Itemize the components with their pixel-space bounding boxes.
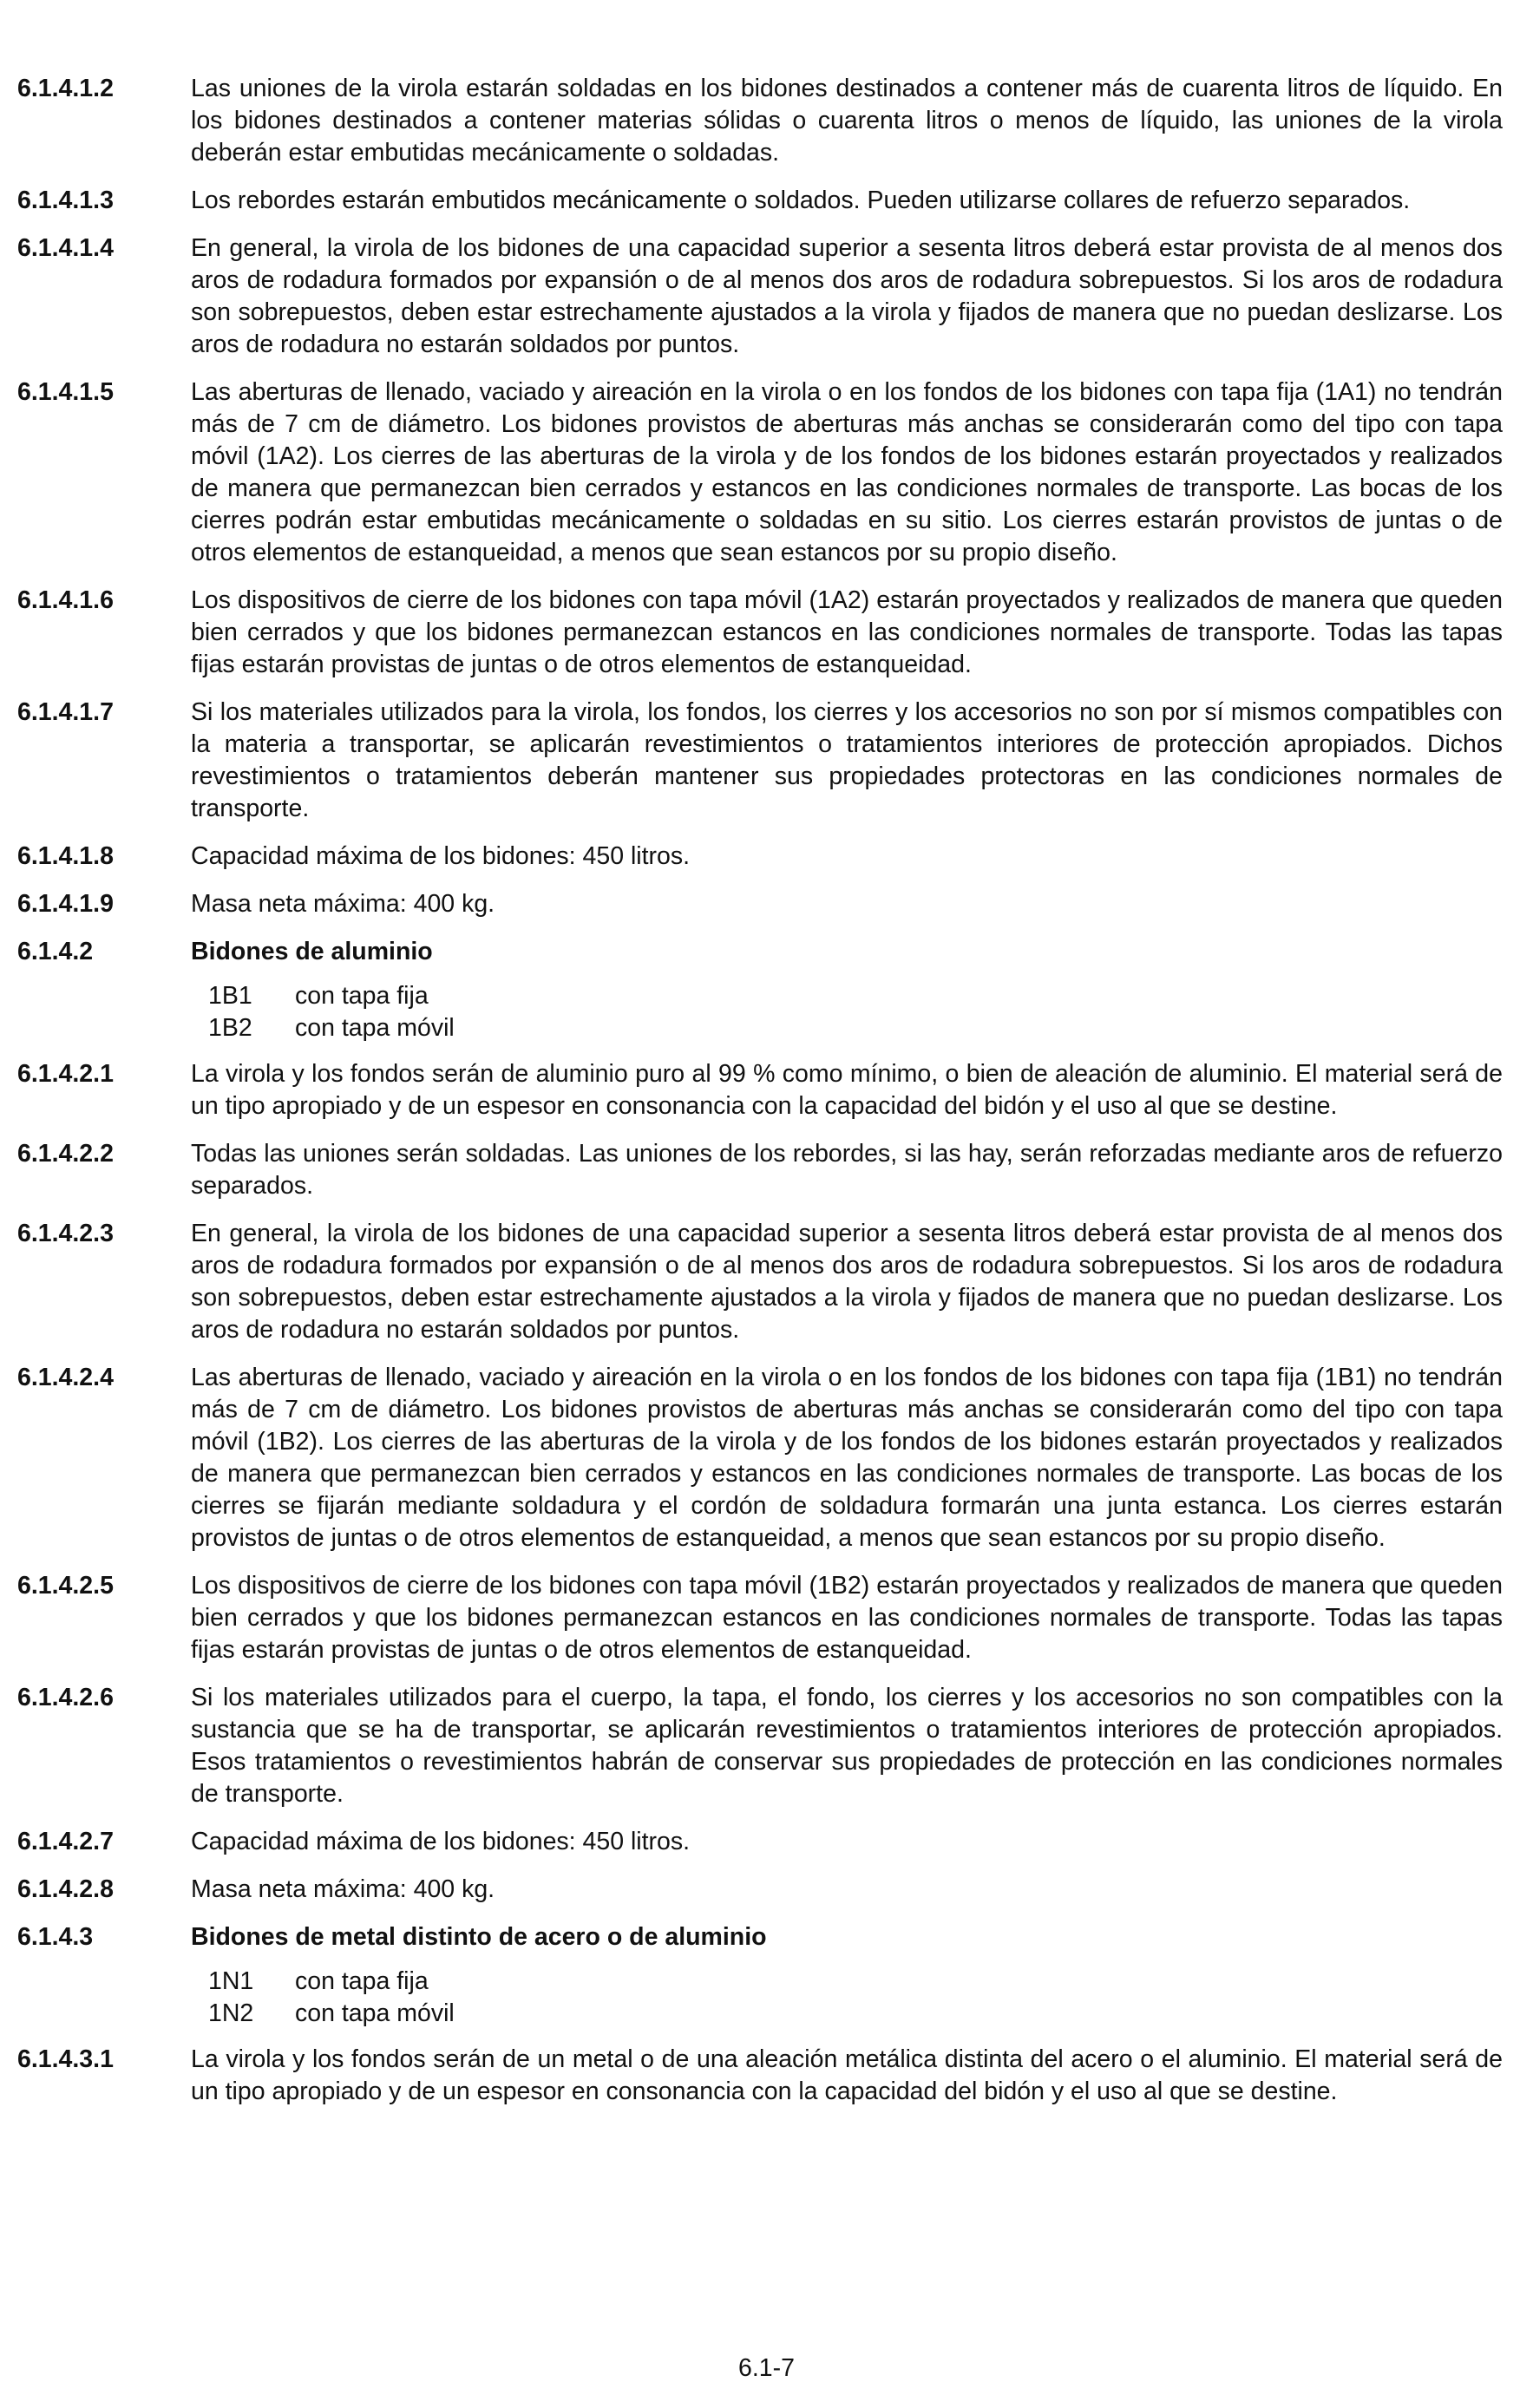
drum-code-description: con tapa fija — [295, 1967, 429, 1995]
drum-code-description: con tapa móvil — [295, 1014, 455, 1042]
paragraph-number: 6.1.4.2.1 — [17, 1060, 114, 1088]
paragraph-number: 6.1.4.2.8 — [17, 1875, 114, 1903]
paragraph-6-1-4-3-1 — [17, 2044, 1503, 2108]
paragraph-number: 6.1.4.1.9 — [17, 890, 114, 918]
section-title: Bidones de aluminio — [191, 938, 433, 965]
paragraph-number: 6.1.4.2.6 — [17, 1684, 114, 1711]
section-heading-6-1-4-2 — [17, 936, 1503, 968]
paragraph-text: Los dispositivos de cierre de los bidones con tapa móvil (1B2) estarán proyectados y realizados de manera que queden bien cerrados y que los bidones permanezcan estancos en las condiciones normales de transporte. Todas las tapas fijas estarán provistas de juntas o de otros elementos de estanqueidad. — [191, 1572, 1503, 1664]
paragraph-6-1-4-2-1 — [17, 1058, 1503, 1122]
paragraph-text: Las uniones de la virola estarán soldadas en los bidones destinados a contener más de cuarenta litros de líquido. En los bidones destinados a contener materias sólidas o cuarenta litros o menos de líquido, las uniones de la virola deberán estar embutidas mecánicamente o soldadas. — [191, 75, 1503, 167]
drum-code: 1N1 — [208, 1967, 254, 1995]
paragraph-text: La virola y los fondos serán de aluminio puro al 99 % como mínimo, o bien de aleación de aluminio. El material será de un tipo apropiado y de un espesor en consonancia con la capacidad del bidón y el uso al que se destine. — [191, 1060, 1503, 1120]
paragraph-6-1-4-2-8 — [17, 1874, 1503, 1906]
paragraph-6-1-4-1-7 — [17, 697, 1503, 825]
paragraph-text: Los dispositivos de cierre de los bidones con tapa móvil (1A2) estarán proyectados y realizados de manera que queden bien cerrados y que los bidones permanezcan estancos en las condiciones normales de transporte. Todas las tapas fijas estarán provistas de juntas o de otros elementos de estanqueidad. — [191, 586, 1503, 678]
paragraph-text: Si los materiales utilizados para la virola, los fondos, los cierres y los accesorios no son por sí mismos compatibles con la materia a transportar, se aplicarán revestimientos o tratamientos interiores de protección apropiados. Dichos revestimientos o tratamientos deberán mantener sus propiedades protectoras en las condiciones normales de transporte. — [191, 698, 1503, 822]
section-number: 6.1.4.2 — [17, 938, 94, 965]
paragraph-6-1-4-1-4 — [17, 232, 1503, 361]
paragraph-number: 6.1.4.1.8 — [17, 842, 114, 870]
paragraph-number: 6.1.4.1.3 — [17, 186, 114, 214]
paragraph-6-1-4-1-5 — [17, 376, 1503, 569]
section-heading-6-1-4-3 — [17, 1921, 1503, 1953]
drum-code: 1N2 — [208, 1999, 254, 2027]
paragraph-text: Masa neta máxima: 400 kg. — [191, 890, 495, 918]
paragraph-number: 6.1.4.2.3 — [17, 1220, 114, 1247]
paragraph-text: Todas las uniones serán soldadas. Las uniones de los rebordes, si las hay, serán reforzadas mediante aros de refuerzo separados. — [191, 1140, 1503, 1200]
paragraph-6-1-4-2-5 — [17, 1570, 1503, 1666]
drum-code-description: con tapa fija — [295, 982, 429, 1010]
paragraph-text: Capacidad máxima de los bidones: 450 litros. — [191, 842, 691, 870]
paragraph-6-1-4-1-3 — [17, 185, 1503, 217]
paragraph-text: La virola y los fondos serán de un metal o de una aleación metálica distinta del acero o el aluminio. El material será de un tipo apropiado y de un espesor en consonancia con la capacidad del bidón y el uso al que se destine. — [191, 2045, 1503, 2105]
code-row — [208, 1998, 1503, 2030]
page-number: 6.1-7 — [738, 2354, 795, 2382]
paragraph-6-1-4-1-2 — [17, 73, 1503, 169]
document-body — [17, 73, 1503, 2108]
paragraph-number: 6.1.4.1.7 — [17, 698, 114, 726]
paragraph-number: 6.1.4.1.5 — [17, 378, 114, 406]
paragraph-6-1-4-2-2 — [17, 1138, 1503, 1202]
drum-code-list-otro-metal — [208, 1966, 1503, 2030]
paragraph-6-1-4-2-6 — [17, 1682, 1503, 1810]
paragraph-text: En general, la virola de los bidones de una capacidad superior a sesenta litros deberá estar provista de al menos dos aros de rodadura formados por expansión o de al menos dos aros de rodadura sobrepuestos. Si los aros de rodadura son sobrepuestos, deben estar estrechamente ajustados a la virola y fijados de manera que no puedan deslizarse. Los aros de rodadura no estarán soldados por puntos. — [191, 234, 1503, 358]
paragraph-6-1-4-2-4 — [17, 1362, 1503, 1554]
paragraph-text: Los rebordes estarán embutidos mecánicamente o soldados. Pueden utilizarse collares de refuerzo separados. — [191, 186, 1411, 214]
paragraph-6-1-4-2-7 — [17, 1826, 1503, 1858]
section-title: Bidones de metal distinto de acero o de aluminio — [191, 1923, 767, 1951]
paragraph-text: Masa neta máxima: 400 kg. — [191, 1875, 495, 1903]
paragraph-text: Las aberturas de llenado, vaciado y aireación en la virola o en los fondos de los bidones con tapa fija (1B1) no tendrán más de 7 cm de diámetro. Los bidones provistos de aberturas más anchas se considerarán como del tipo con tapa móvil (1B2). Los cierres de las aberturas de la virola y de los fondos de los bidones estarán proyectados y realizados de manera que permanezcan bien cerrados y estancos en las condiciones normales de transporte. Las bocas de los cierres se fijarán mediante soldadura y el cordón de soldadura formarán una junta estanca. Los cierres estarán provistos de juntas o de otros elementos de estanqueidad, a menos que sean estancos por su propio diseño. — [191, 1364, 1503, 1552]
paragraph-number: 6.1.4.2.5 — [17, 1572, 114, 1600]
section-number: 6.1.4.3 — [17, 1923, 94, 1951]
paragraph-number: 6.1.4.1.4 — [17, 234, 114, 262]
paragraph-6-1-4-1-8 — [17, 841, 1503, 873]
paragraph-number: 6.1.4.1.6 — [17, 586, 114, 614]
drum-code-list-aluminio — [208, 980, 1503, 1044]
paragraph-number: 6.1.4.1.2 — [17, 75, 114, 102]
paragraph-number: 6.1.4.2.2 — [17, 1140, 114, 1168]
code-row — [208, 1966, 1503, 1998]
drum-code: 1B2 — [208, 1014, 252, 1042]
paragraph-6-1-4-2-3 — [17, 1218, 1503, 1346]
code-row — [208, 980, 1503, 1012]
paragraph-text: Si los materiales utilizados para el cuerpo, la tapa, el fondo, los cierres y los accesorios no son compatibles con la sustancia que se ha de transportar, se aplicarán revestimientos o tratamientos interiores de protección apropiados. Esos tratamientos o revestimientos habrán de conservar sus propiedades de protección en las condiciones normales de transporte. — [191, 1684, 1503, 1808]
paragraph-6-1-4-1-9 — [17, 888, 1503, 920]
paragraph-number: 6.1.4.2.4 — [17, 1364, 114, 1391]
paragraph-number: 6.1.4.3.1 — [17, 2045, 114, 2073]
paragraph-text: En general, la virola de los bidones de una capacidad superior a sesenta litros deberá estar provista de al menos dos aros de rodadura formados por expansión o de al menos dos aros de rodadura sobrepuestos. Si los aros de rodadura son sobrepuestos, deben estar estrechamente ajustados a la virola y fijados de manera que no puedan deslizarse. Los aros de rodadura no estarán soldados por puntos. — [191, 1220, 1503, 1344]
paragraph-number: 6.1.4.2.7 — [17, 1828, 114, 1855]
paragraph-text: Las aberturas de llenado, vaciado y aireación en la virola o en los fondos de los bidones con tapa fija (1A1) no tendrán más de 7 cm de diámetro. Los bidones provistos de aberturas más anchas se considerarán como del tipo con tapa móvil (1A2). Los cierres de las aberturas de la virola y de los fondos de los bidones estarán proyectados y realizados de manera que permanezcan bien cerrados y estancos en las condiciones normales de transporte. Las bocas de los cierres podrán estar embutidas mecánicamente o soldadas en su sitio. Los cierres estarán provistos de juntas o de otros elementos de estanqueidad, a menos que sean estancos por su propio diseño. — [191, 378, 1503, 566]
paragraph-text: Capacidad máxima de los bidones: 450 litros. — [191, 1828, 691, 1855]
drum-code: 1B1 — [208, 982, 252, 1010]
paragraph-6-1-4-1-6 — [17, 585, 1503, 681]
drum-code-description: con tapa móvil — [295, 1999, 455, 2027]
code-row — [208, 1012, 1503, 1044]
